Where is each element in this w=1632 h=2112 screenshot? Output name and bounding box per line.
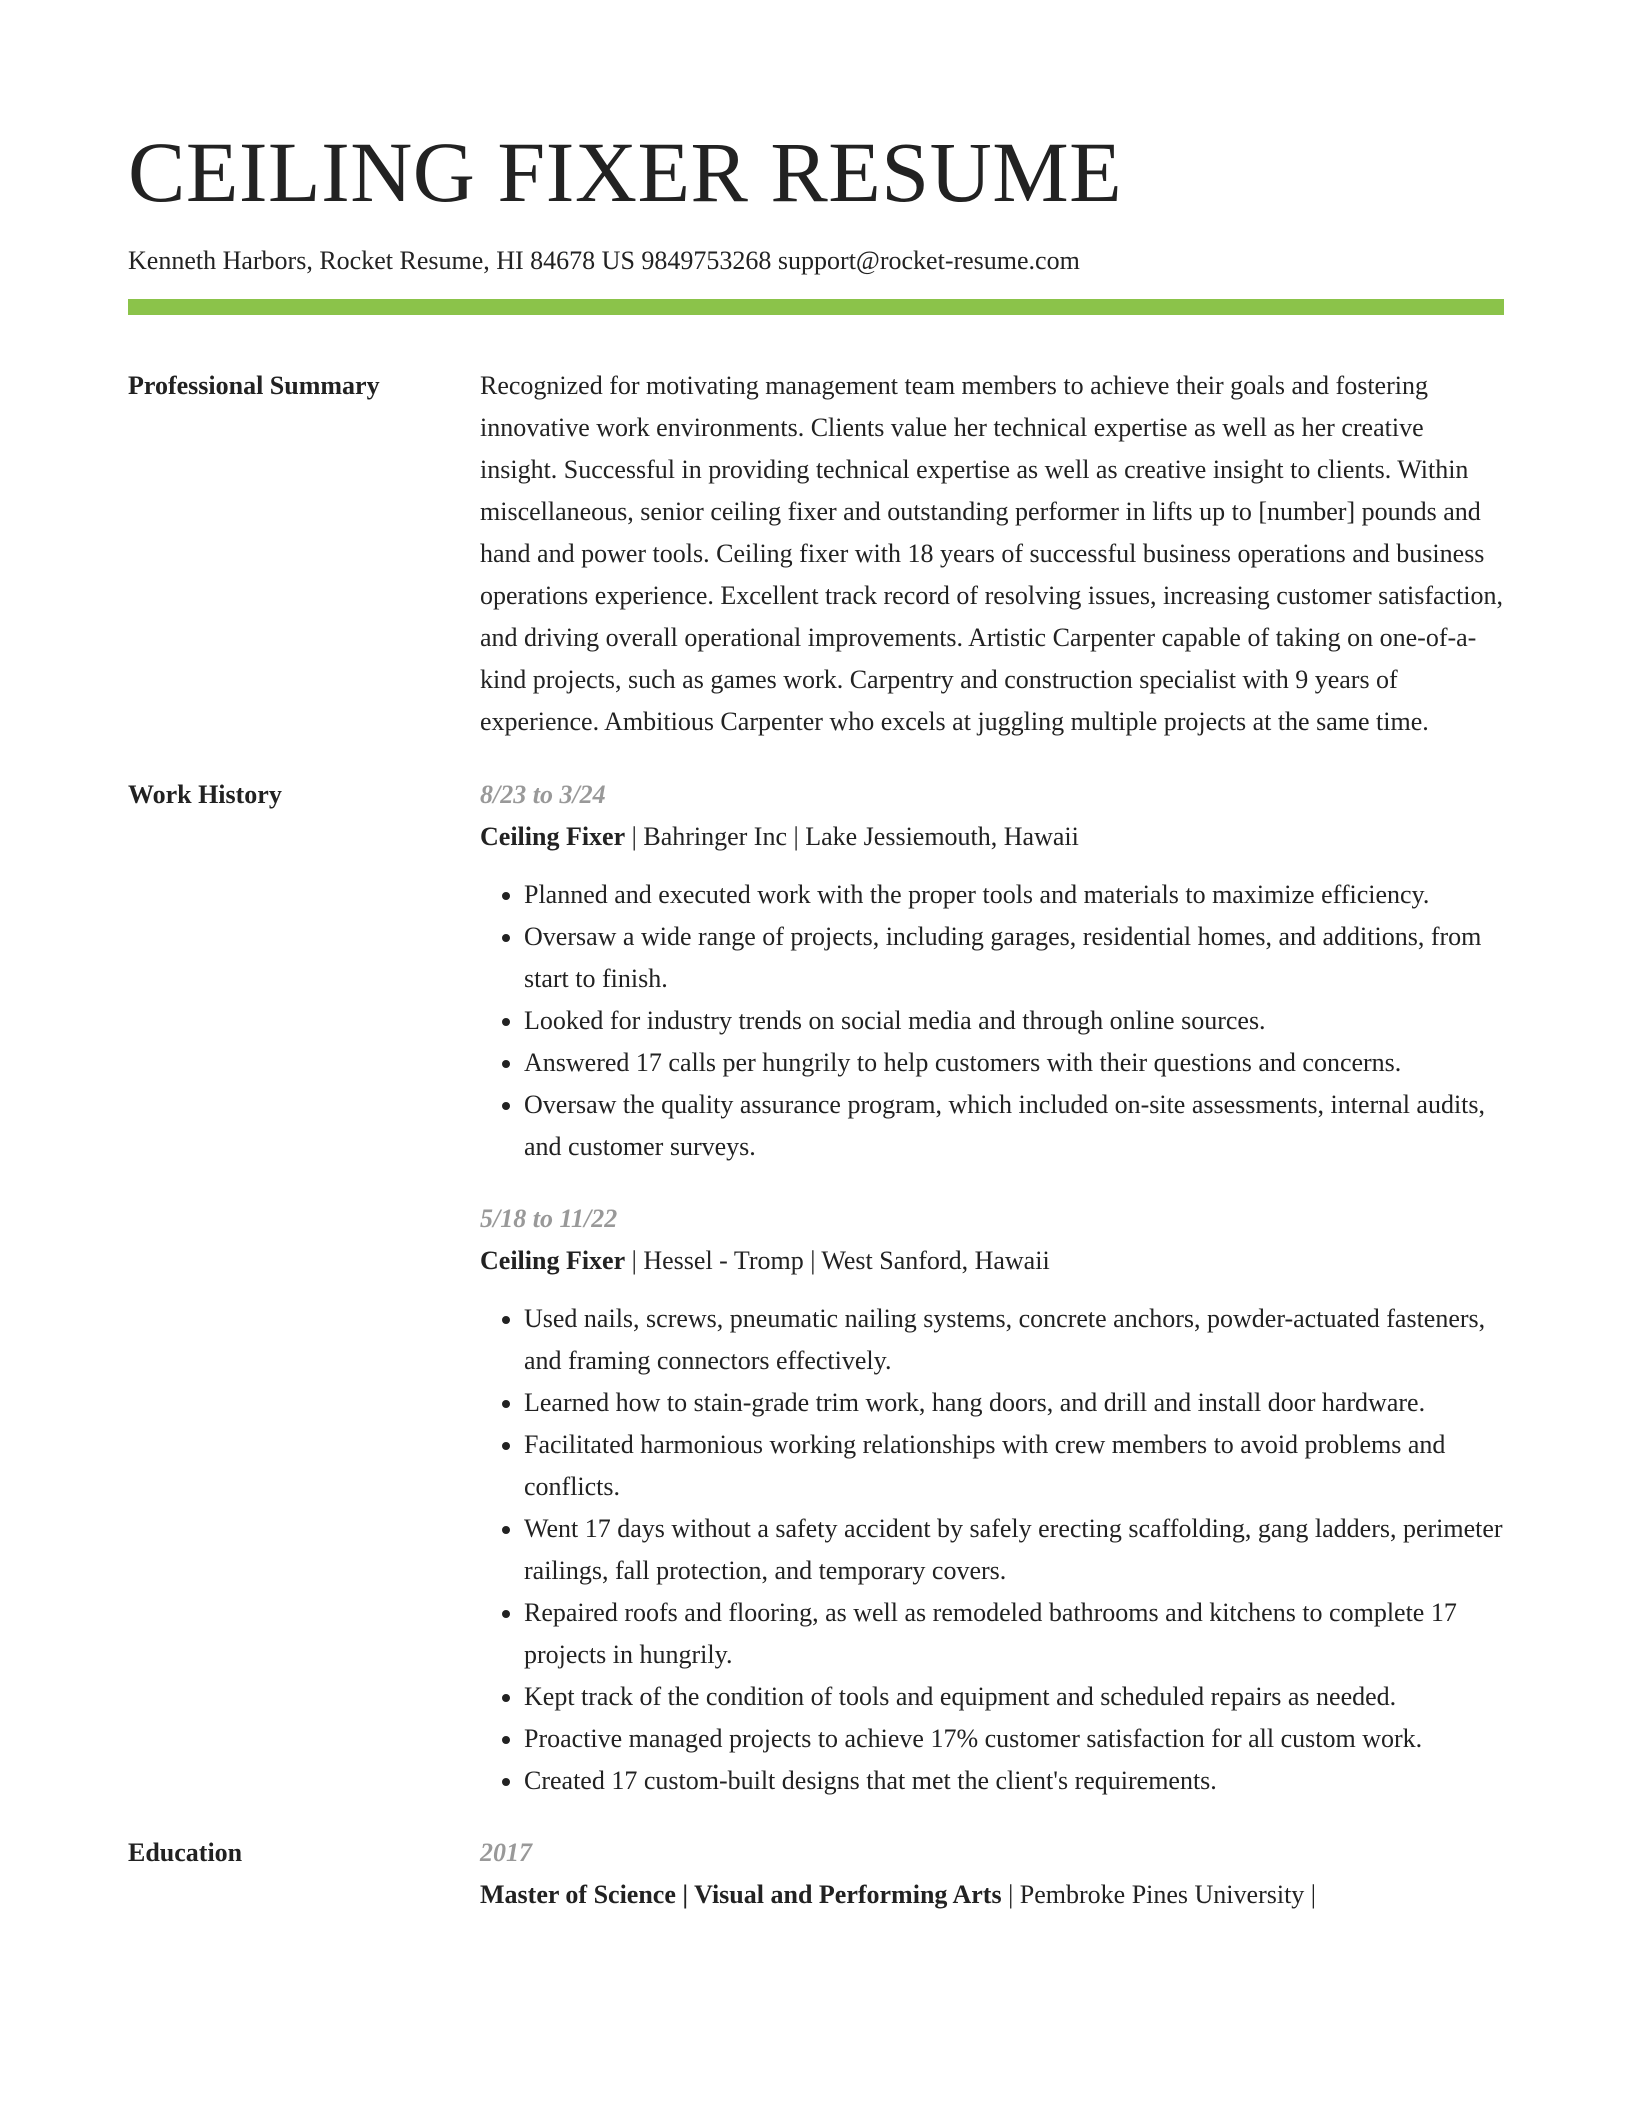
work-history-section bbox=[128, 774, 1504, 1802]
section-label-work-history: Work History bbox=[128, 780, 282, 809]
job-bullet: • Planned and executed work with the proper tools and materials to maximize efficiency. bbox=[524, 874, 1504, 916]
education-body bbox=[480, 1832, 1504, 1916]
job-entry-2 bbox=[480, 1198, 1504, 1802]
job-employer-location: | Hessel - Tromp | West Sanford, Hawaii bbox=[625, 1246, 1050, 1275]
job-heading bbox=[480, 816, 1504, 858]
job-entry-1 bbox=[480, 774, 1504, 1168]
job-bullet: • Looked for industry trends on social media and through online sources. bbox=[524, 1000, 1504, 1042]
job-bullet: • Kept track of the condition of tools and equipment and scheduled repairs as needed. bbox=[524, 1676, 1504, 1718]
job-title: Ceiling Fixer bbox=[480, 822, 626, 851]
job-bullet: • Oversaw a wide range of projects, including garages, residential homes, and additions, from start to finish. bbox=[524, 916, 1504, 1000]
education-heading bbox=[480, 1874, 1504, 1916]
accent-divider bbox=[128, 299, 1504, 315]
resume-title: CEILING FIXER RESUME bbox=[128, 124, 1123, 220]
summary-body bbox=[480, 365, 1504, 743]
job-title: Ceiling Fixer bbox=[480, 1246, 626, 1275]
job-bullet: • Facilitated harmonious working relationships with crew members to avoid problems and conflicts. bbox=[524, 1424, 1504, 1508]
job-dates: 8/23 to 3/24 bbox=[480, 780, 606, 809]
job-bullet: • Learned how to stain-grade trim work, hang doors, and drill and install door hardware. bbox=[524, 1382, 1504, 1424]
job-heading bbox=[480, 1240, 1504, 1282]
job-bullet: • Created 17 custom-built designs that met the client's requirements. bbox=[524, 1760, 1504, 1802]
education-section bbox=[128, 1832, 1504, 1916]
work-history-body bbox=[480, 774, 1504, 1802]
job-bullet: • Used nails, screws, pneumatic nailing systems, concrete anchors, powder-actuated fasteners, and framing connectors effectively. bbox=[524, 1298, 1504, 1382]
job-bullet: • Repaired roofs and flooring, as well as remodeled bathrooms and kitchens to complete 17 projects in hungrily. bbox=[524, 1592, 1504, 1676]
education-school: | Pembroke Pines University | bbox=[1001, 1880, 1316, 1909]
job-bullet: • Answered 17 calls per hungrily to help customers with their questions and concerns. bbox=[524, 1042, 1504, 1084]
section-label-summary: Professional Summary bbox=[128, 371, 380, 400]
summary-text: Recognized for motivating management team members to achieve their goals and fostering innovative work environments. Clients value her technical expertise as well as her creative insight. Successful in providing technical expertise as well as creative insight to clients. Within miscellaneous, senior ceiling fixer and outstanding performer in lifts up to [number] pounds and hand and power tools. Ceiling fixer with 18 years of successful business operations and business operations experience. Excellent track record of resolving issues, increasing customer satisfaction, and driving overall operational improvements. Artistic Carpenter capable of taking on one-of-a-kind projects, such as games work. Carpentry and construction specialist with 9 years of experience. Ambitious Carpenter who excels at juggling multiple projects at the same time. bbox=[480, 371, 1504, 736]
summary-section bbox=[128, 365, 1504, 743]
job-bullet: • Oversaw the quality assurance program, which included on-site assessments, internal audits, and customer surveys. bbox=[524, 1084, 1504, 1168]
job-bullet: • Proactive managed projects to achieve 17% customer satisfaction for all custom work. bbox=[524, 1718, 1504, 1760]
education-degree: Master of Science | Visual and Performing Arts bbox=[480, 1880, 1002, 1909]
job-bullets bbox=[480, 874, 1504, 1168]
job-bullet: • Went 17 days without a safety accident by safely erecting scaffolding, gang ladders, perimeter railings, fall protection, and temporary covers. bbox=[524, 1508, 1504, 1592]
section-label-education: Education bbox=[128, 1838, 243, 1867]
job-employer-location: | Bahringer Inc | Lake Jessiemouth, Hawaii bbox=[625, 822, 1079, 851]
job-dates: 5/18 to 11/22 bbox=[480, 1204, 618, 1233]
contact-line: Kenneth Harbors, Rocket Resume, HI 84678 US 9849753268 support@rocket-resume.com bbox=[128, 246, 1080, 275]
education-year: 2017 bbox=[480, 1838, 532, 1867]
job-bullets bbox=[480, 1298, 1504, 1802]
resume-page bbox=[128, 0, 1504, 1916]
